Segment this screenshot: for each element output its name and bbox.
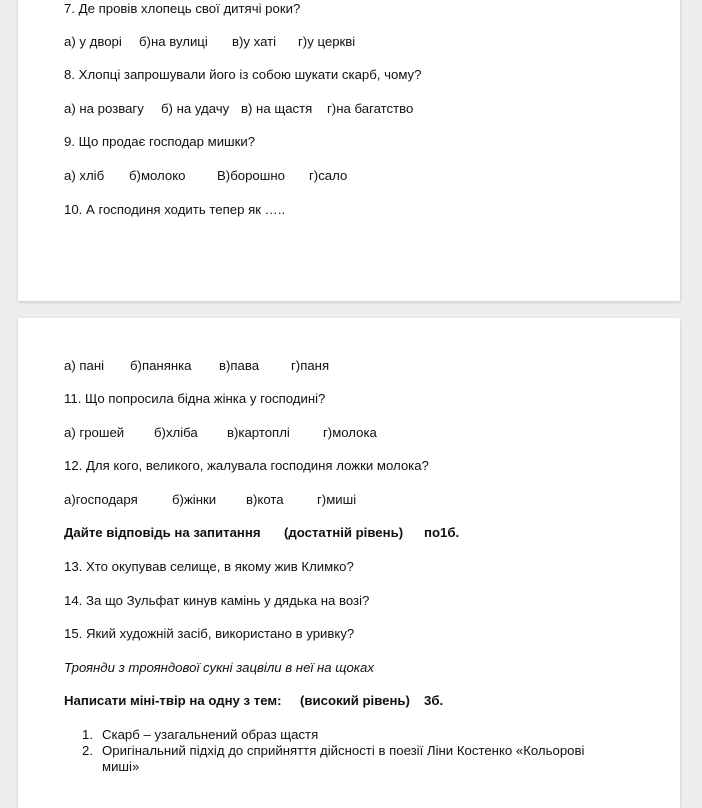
option-c: в) на щастя [241, 101, 313, 116]
question-9: 9. Що продає господар мишки? [64, 134, 256, 149]
question-10-options [64, 358, 329, 374]
option-c: в)пава [219, 358, 260, 373]
document-page-1 [18, 0, 680, 301]
section-points: по1б. [424, 525, 460, 540]
section-title: Написати міні-твір на одну з тем: [64, 693, 282, 708]
option-b: б)молоко [129, 168, 186, 183]
section-high-heading [64, 693, 443, 709]
topic-text: Оригінальний підхід до сприйняття дійсності в поезії Ліни Костенко «Кольорові [102, 743, 585, 758]
option-a: а) пані [64, 358, 105, 373]
option-d: г)миші [317, 492, 357, 507]
question-12-options [64, 492, 356, 508]
topics-list [82, 727, 584, 775]
question-9-options [64, 168, 347, 184]
question-10: 10. А господиня ходить тепер як ….. [64, 202, 286, 217]
quote-text: Троянди з трояндової сукні зацвіли в неї на щоках [64, 660, 374, 675]
topic-number: 2. [82, 743, 93, 758]
option-c: В)борошно [217, 168, 285, 183]
question-13: 13. Хто окупував селище, в якому жив Климко? [64, 559, 354, 574]
question-7-options [64, 34, 355, 50]
option-c: в)кота [246, 492, 284, 507]
option-d: г)у церкві [298, 34, 356, 49]
option-b: б)на вулиці [139, 34, 208, 49]
option-b: б)жінки [172, 492, 217, 507]
option-d: г)молока [323, 425, 377, 440]
section-title: Дайте відповідь на запитання [64, 525, 261, 540]
section-level: (достатній рівень) [284, 525, 404, 540]
topic-text: Скарб – узагальнений образ щастя [102, 727, 319, 742]
topic-item [82, 743, 584, 775]
option-b: б)панянка [130, 358, 192, 373]
section-sufficient-heading [64, 525, 459, 541]
option-c: в)картоплі [227, 425, 290, 440]
option-b: б)хліба [154, 425, 198, 440]
question-12: 12. Для кого, великого, жалувала господиня ложки молока? [64, 458, 429, 473]
topic-text-continued: миші» [102, 759, 140, 774]
option-d: г)на багатство [327, 101, 414, 116]
topic-number: 1. [82, 727, 93, 742]
option-b: б) на удачу [161, 101, 230, 116]
question-8-options [64, 101, 413, 117]
question-8: 8. Хлопці запрошували його із собою шукати скарб, чому? [64, 67, 422, 82]
option-d: г)паня [291, 358, 330, 373]
option-a: а)господаря [64, 492, 138, 507]
document-page-2 [18, 318, 680, 808]
topic-item [82, 727, 584, 743]
question-11-options [64, 425, 377, 441]
option-a: а) грошей [64, 425, 125, 440]
question-11: 11. Що попросила бідна жінка у господині? [64, 391, 326, 406]
question-15: 15. Який художній засіб, використано в уривку? [64, 626, 355, 641]
option-d: г)сало [309, 168, 348, 183]
question-14: 14. За що Зульфат кинув камінь у дядька на возі? [64, 593, 370, 608]
section-points: 3б. [424, 693, 444, 708]
question-7: 7. Де провів хлопець свої дитячі роки? [64, 1, 301, 16]
section-level: (високий рівень) [300, 693, 410, 708]
option-a: а) на розвагу [64, 101, 144, 116]
option-a: а) хліб [64, 168, 105, 183]
option-c: в)у хаті [232, 34, 277, 49]
option-a: а) у дворі [64, 34, 122, 49]
